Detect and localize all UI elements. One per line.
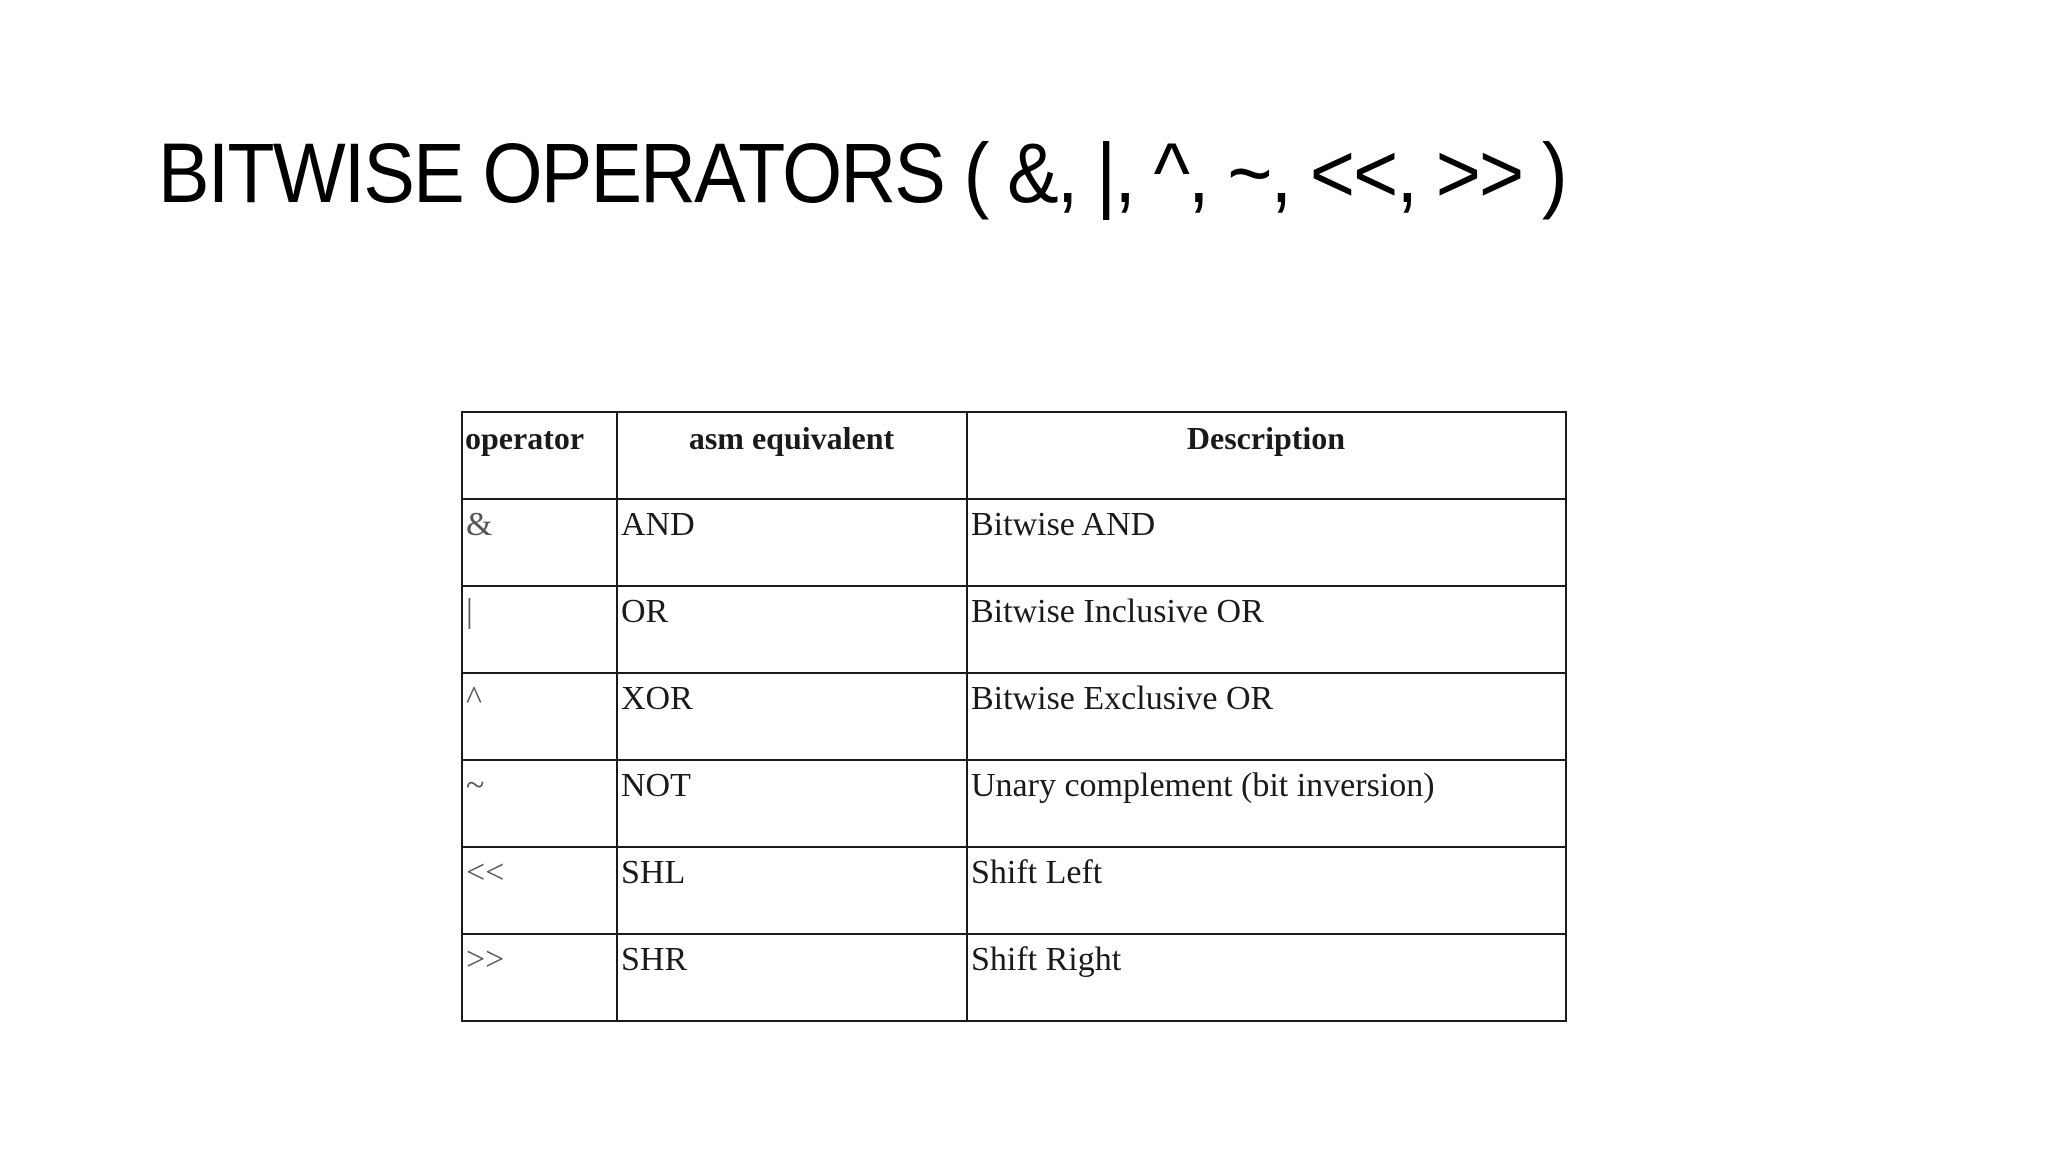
header-operator: operator [462, 412, 617, 499]
header-asm-equivalent: asm equivalent [617, 412, 967, 499]
description-cell: Shift Right [967, 934, 1566, 1021]
table-row [462, 586, 1566, 673]
description-cell: Bitwise AND [967, 499, 1566, 586]
table-row [462, 673, 1566, 760]
slide-title: BITWISE OPERATORS ( &, |, ^, ~, <<, >> ) [158, 126, 1566, 220]
operator-cell: | [462, 586, 617, 673]
operator-cell: ~ [462, 760, 617, 847]
operator-cell: << [462, 847, 617, 934]
operator-cell: & [462, 499, 617, 586]
asm-cell: SHR [617, 934, 967, 1021]
description-cell: Bitwise Exclusive OR [967, 673, 1566, 760]
table-header-row [462, 412, 1566, 499]
description-cell: Unary complement (bit inversion) [967, 760, 1566, 847]
table-row [462, 760, 1566, 847]
table-row [462, 934, 1566, 1021]
asm-cell: XOR [617, 673, 967, 760]
operator-cell: ^ [462, 673, 617, 760]
table-row [462, 499, 1566, 586]
asm-cell: AND [617, 499, 967, 586]
operator-cell: >> [462, 934, 617, 1021]
description-cell: Shift Left [967, 847, 1566, 934]
operators-table [461, 411, 1567, 1022]
asm-cell: OR [617, 586, 967, 673]
asm-cell: SHL [617, 847, 967, 934]
table-row [462, 847, 1566, 934]
operators-table-container [461, 411, 1567, 1022]
asm-cell: NOT [617, 760, 967, 847]
header-description: Description [967, 412, 1566, 499]
description-cell: Bitwise Inclusive OR [967, 586, 1566, 673]
